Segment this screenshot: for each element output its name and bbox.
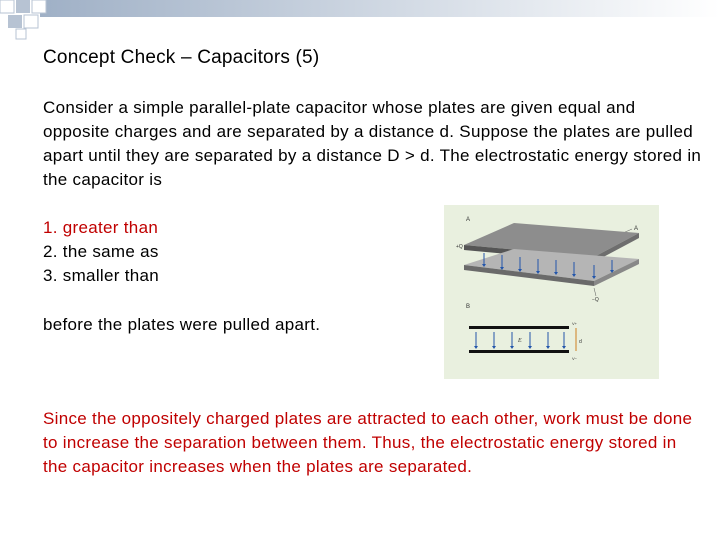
top-potential-label: V+: [572, 321, 578, 326]
deco-square: [8, 15, 22, 28]
option-smaller-than: 3. smaller than: [43, 266, 159, 285]
deco-square: [32, 0, 46, 13]
field-label: E: [518, 338, 522, 344]
separation-label: d: [579, 339, 582, 345]
header-gradient-bar: [40, 0, 720, 17]
plate-b-top: [469, 326, 569, 329]
deco-square: [24, 15, 38, 28]
capacitor-diagram: [444, 205, 659, 379]
panel-a-label: A: [466, 217, 471, 223]
bottom-plate-label: −Q: [592, 297, 599, 303]
plate-area-label: A: [634, 226, 639, 232]
bottom-plate-leader: [594, 288, 596, 296]
question-tail: before the plates were pulled apart.: [43, 315, 321, 334]
plate-b-bottom: [469, 350, 569, 353]
field-arrowheads-b: [474, 346, 566, 349]
slide-title: Concept Check – Capacitors (5): [43, 47, 320, 68]
deco-square: [16, 29, 26, 39]
deco-square: [16, 0, 30, 13]
header-decoration: [0, 0, 720, 44]
explanation-text: Since the oppositely charged plates are attracted to each other, work must be done to increase the separation between them. Thus, the electrostatic energy stored in the capacitor increases when the plates are separated.: [43, 409, 693, 476]
option-greater-than: 1. greater than: [43, 218, 159, 237]
top-plate-label: +Q: [456, 244, 463, 250]
panel-b-label: B: [466, 304, 471, 310]
deco-square: [0, 0, 14, 13]
answer-options: [43, 216, 159, 288]
bottom-potential-label: V−: [572, 356, 578, 361]
capacitor-figure: [444, 205, 659, 379]
option-same-as: 2. the same as: [43, 242, 159, 261]
question-text: Consider a simple parallel-plate capacitor whose plates are given equal and opposite charges and are separated by a distance d. Suppose the plates are pulled apart until they are separated by a distance D > d. The electrostatic energy stored in the capacitor is: [43, 98, 702, 189]
